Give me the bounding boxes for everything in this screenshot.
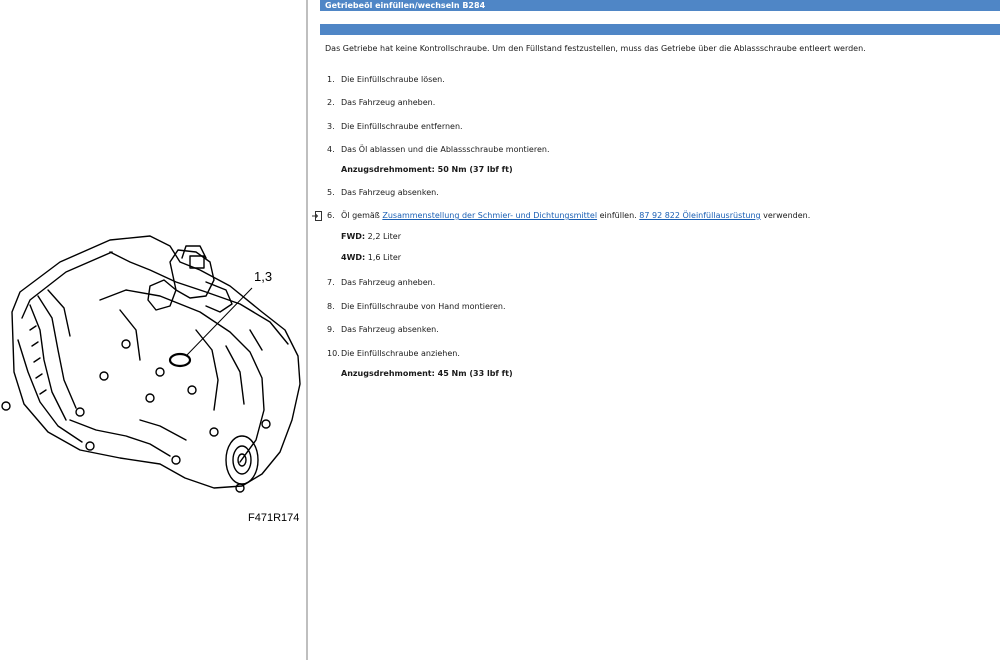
torque-spec [341,368,513,380]
link-lubricants-sealants[interactable]: Zusammenstellung der Schmier- und Dichtungsmittel [382,211,598,220]
step-text: Das Fahrzeug anheben. [341,98,436,107]
step-text-part: verwenden. [760,211,811,220]
step-text: Das Fahrzeug absenken. [341,325,439,334]
list-item [325,187,995,199]
step-number: 9. [327,325,335,334]
list-item [325,210,995,222]
transmission-illustration [0,0,306,660]
step-marker-icon[interactable] [312,211,322,221]
step-text: Die Einfüllschraube entfernen. [341,122,463,131]
awd-spec [341,252,401,264]
list-item [325,301,995,313]
step-text [341,210,810,222]
awd-value: 1,6 Liter [365,253,402,262]
link-oil-filling-equipment[interactable]: 87 92 822 Öleinfüllausrüstung [639,211,761,220]
illustration-pane [0,0,306,660]
step-text: Die Einfüllschraube lösen. [341,75,445,84]
figure-callout: 1,3 [254,269,273,284]
step-number: 2. [327,98,335,107]
step-text: Die Einfüllschraube anziehen. [341,349,460,358]
list-item [325,74,995,86]
step-text: Das Fahrzeug anheben. [341,278,436,287]
fwd-label: FWD: [341,232,366,241]
list-item [325,121,995,133]
step-number: 3. [327,122,335,131]
list-item [325,277,995,289]
torque-value: 50 Nm (37 lbf ft) [437,165,513,174]
step-text: Das Öl ablassen und die Ablassschraube montieren. [341,145,550,154]
step-number: 10. [327,349,340,358]
fwd-spec [341,231,401,243]
list-item [325,97,995,109]
step-number: 7. [327,278,335,287]
torque-label: Anzugsdrehmoment: [341,165,435,174]
torque-label: Anzugsdrehmoment: [341,369,435,378]
step-number: 5. [327,188,335,197]
fwd-value: 2,2 Liter [365,232,401,241]
step-text: Die Einfüllschraube von Hand montieren. [341,302,506,311]
step-text-part: einfüllen. [597,211,640,220]
title-bar-band [320,24,1000,35]
step-number: 8. [327,302,335,311]
step-text-part: Öl gemäß [341,211,383,220]
pane-splitter[interactable] [306,0,308,660]
step-text: Das Fahrzeug absenken. [341,188,439,197]
document-content [325,44,995,378]
list-item [325,144,995,156]
torque-value: 45 Nm (33 lbf ft) [437,369,513,378]
figure-caption: F471R174 [248,512,300,524]
document-title: Getriebeöl einfüllen/wechseln B284 [320,0,1000,11]
list-item [325,324,995,336]
list-item [325,348,995,360]
step-number: 6. [327,211,335,220]
step-number: 4. [327,145,335,154]
torque-spec [341,164,513,176]
awd-label: 4WD: [341,253,366,262]
step-number: 1. [327,75,335,84]
intro-text: Das Getriebe hat keine Kontrollschraube. Um den Füllstand festzustellen, muss das Getriebe über die Ablassschraube entleert werden. [325,44,866,53]
